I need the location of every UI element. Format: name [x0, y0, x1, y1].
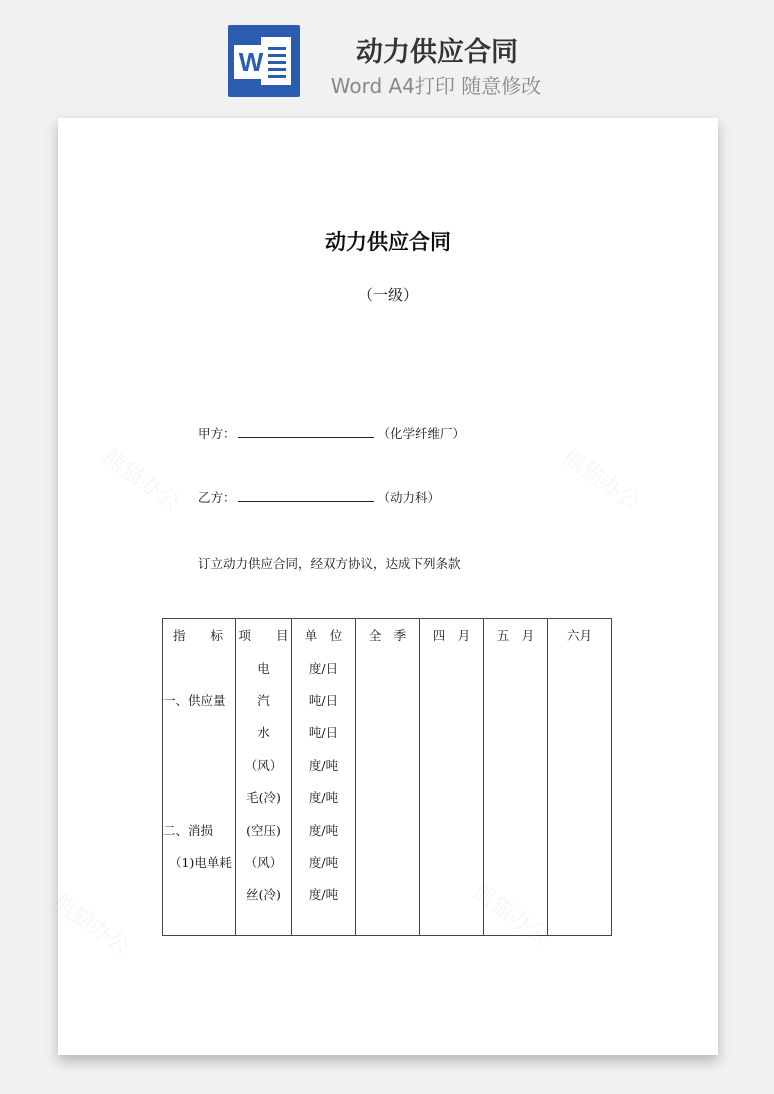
party-a-line — [198, 424, 465, 442]
table-cell — [548, 781, 612, 813]
table-cell: (空压) — [236, 813, 292, 845]
table-cell: 二、消损 — [163, 813, 236, 845]
word-document-icon — [228, 25, 300, 97]
document-title: 动力供应合同 — [325, 230, 451, 254]
table-cell — [484, 813, 548, 845]
table-cell — [163, 749, 236, 781]
banner-subtitle: Word A4打印 随意修改 — [330, 74, 542, 98]
party-b-label: 乙方： — [198, 490, 236, 505]
table-cell — [548, 878, 612, 910]
table-cell — [356, 781, 420, 813]
table-cell: 度/吨 — [292, 878, 356, 910]
table-cell — [292, 911, 356, 936]
table-cell — [420, 749, 484, 781]
watermark — [97, 441, 187, 517]
contract-intro: 订立动力供应合同，经双方协议，达成下列条款 — [198, 556, 461, 571]
table-row — [163, 781, 612, 813]
table-cell — [420, 781, 484, 813]
table-cell: 吨/日 — [292, 684, 356, 716]
table-cell — [420, 651, 484, 683]
table-header-row — [163, 619, 612, 652]
document-level: （一级） — [357, 286, 418, 304]
table-cell: 一、供应量 — [163, 684, 236, 716]
party-a-note: （化学纤维厂） — [377, 426, 466, 441]
table-cell: 度/吨 — [292, 781, 356, 813]
party-b-line — [198, 488, 440, 506]
table-cell — [356, 911, 420, 936]
table-cell — [484, 911, 548, 936]
table-cell: 电 — [236, 651, 292, 683]
table-cell: 度/吨 — [292, 846, 356, 878]
table-cell — [484, 651, 548, 683]
table-cell — [548, 651, 612, 683]
banner-title: 动力供应合同 — [356, 37, 518, 68]
table-row — [163, 716, 612, 748]
table-cell — [548, 716, 612, 748]
table-cell — [548, 813, 612, 845]
table-cell: 度/吨 — [292, 813, 356, 845]
table-cell — [484, 749, 548, 781]
table-cell — [356, 813, 420, 845]
table-row — [163, 846, 612, 878]
table-cell: （1)电单耗 — [163, 846, 236, 878]
table-cell — [420, 878, 484, 910]
table-row — [163, 749, 612, 781]
table-cell — [163, 878, 236, 910]
table-cell — [163, 716, 236, 748]
table-cell — [356, 749, 420, 781]
table-header-cell: 指 标 — [163, 619, 236, 652]
download-banner — [0, 0, 774, 110]
table-cell: 水 — [236, 716, 292, 748]
table-header-cell: 全 季 — [356, 619, 420, 652]
table-cell — [548, 846, 612, 878]
table-row — [163, 911, 612, 936]
party-a-label: 甲方： — [198, 426, 236, 441]
table-row — [163, 684, 612, 716]
table-cell — [484, 781, 548, 813]
table-cell: （风） — [236, 749, 292, 781]
table-cell — [356, 684, 420, 716]
table-cell — [356, 846, 420, 878]
table-cell — [356, 878, 420, 910]
table-row — [163, 651, 612, 683]
table-row — [163, 813, 612, 845]
table-cell — [356, 651, 420, 683]
table-cell — [484, 716, 548, 748]
table-cell: 度/吨 — [292, 749, 356, 781]
table-header-cell: 单 位 — [292, 619, 356, 652]
table-cell — [420, 911, 484, 936]
table-header-cell: 五 月 — [484, 619, 548, 652]
watermark — [47, 886, 137, 962]
watermark — [557, 441, 647, 517]
table-cell — [420, 684, 484, 716]
table-header-cell: 四 月 — [420, 619, 484, 652]
party-b-note: （动力科） — [377, 490, 441, 505]
table-cell — [484, 878, 548, 910]
word-logo-letter: W — [234, 45, 268, 79]
supply-table — [162, 618, 612, 936]
party-a-blank[interactable] — [238, 425, 374, 438]
table-cell — [163, 651, 236, 683]
table-cell — [484, 846, 548, 878]
table-row — [163, 878, 612, 910]
table-cell — [548, 911, 612, 936]
table-cell: 汽 — [236, 684, 292, 716]
party-b-blank[interactable] — [238, 489, 374, 502]
table-cell — [548, 684, 612, 716]
table-cell — [163, 911, 236, 936]
table-cell — [484, 684, 548, 716]
table-cell — [356, 716, 420, 748]
table-cell: 丝(冷) — [236, 878, 292, 910]
table-header-cell: 六月 — [548, 619, 612, 652]
table-cell — [548, 749, 612, 781]
document-page — [58, 118, 718, 1055]
table-cell: 毛(冷) — [236, 781, 292, 813]
table-cell: 度/日 — [292, 651, 356, 683]
table-cell — [163, 781, 236, 813]
table-cell — [420, 846, 484, 878]
table-header-cell: 项 目 — [236, 619, 292, 652]
table-cell: 吨/日 — [292, 716, 356, 748]
table-cell — [420, 813, 484, 845]
table-cell: （风） — [236, 846, 292, 878]
table-cell — [236, 911, 292, 936]
table-cell — [420, 716, 484, 748]
